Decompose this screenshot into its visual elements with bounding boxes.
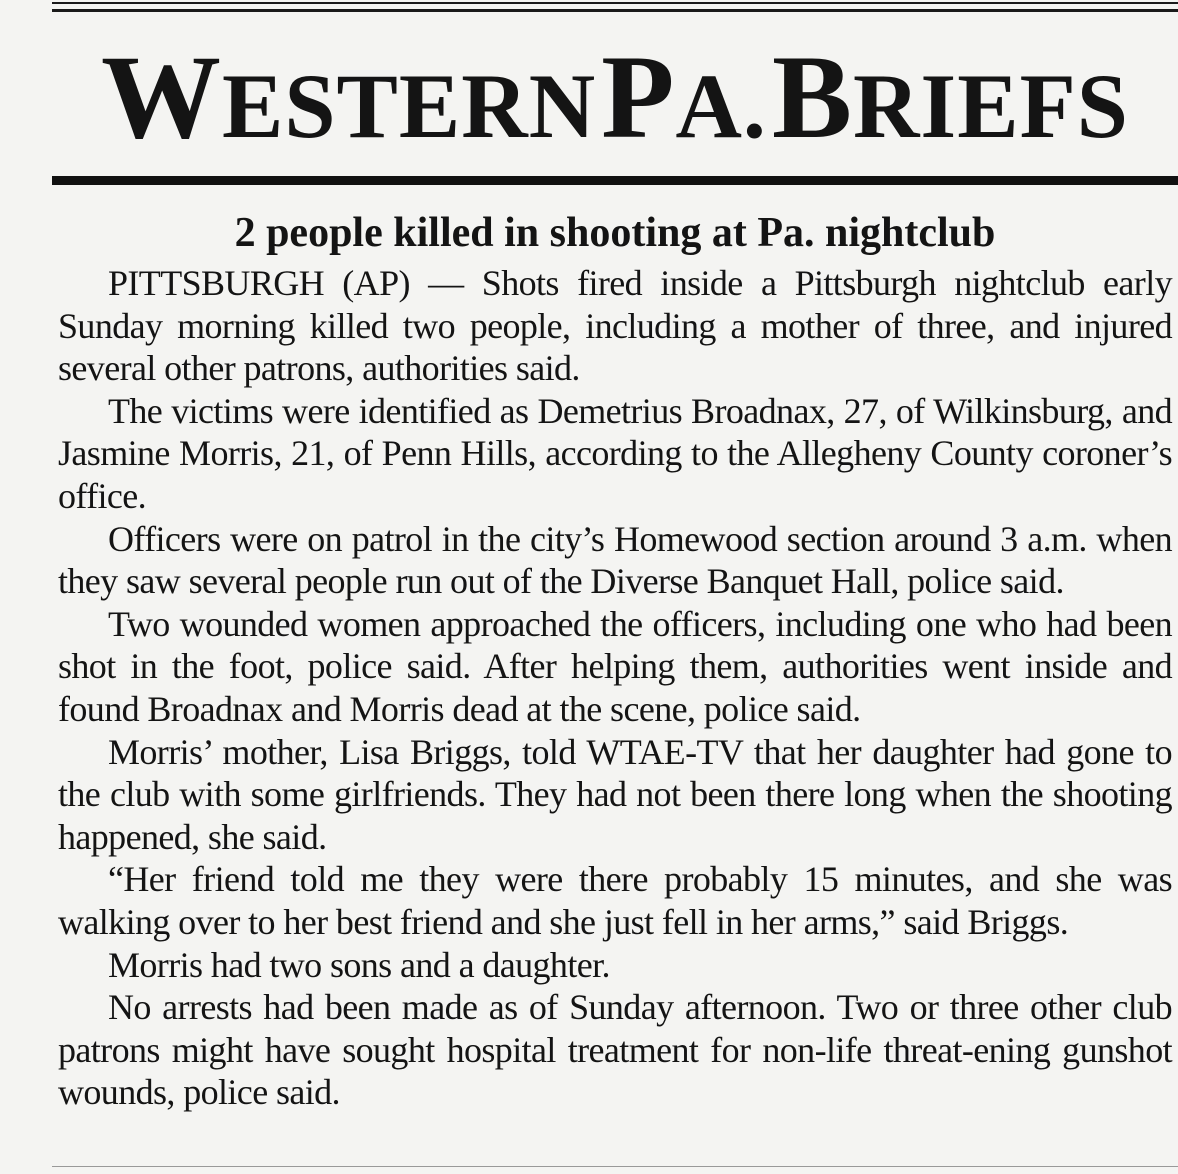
article-paragraph: “Her friend told me they were there probably 15 minutes, and she was walking over to her best friend and she just fell in her arms,” said Briggs.: [58, 859, 1172, 942]
section-title-word: BRIEFS: [771, 30, 1129, 163]
article-paragraph: Officers were on patrol in the city’s Homewood section around 3 a.m. when they saw several people run out of the Diverse Banquet Hall, police said.: [58, 518, 1172, 602]
section-title-word: PA.: [601, 30, 767, 163]
article-paragraph: Two wounded women approached the officers, including one who had been shot in the foot, police said. After helping them, authorities went inside and found Broadnax and Morris dead at the scene, police said.: [58, 603, 1172, 729]
article-paragraph: Morris’ mother, Lisa Briggs, told WTAE-TV that her daughter had gone to the club with some girlfriends. They had not been there long when the shooting happened, she said.: [58, 731, 1172, 857]
article-paragraph: No arrests had been made as of Sunday afternoon. Two or three other club patrons might have sought hospital treatment for non-life threat-ening gunshot wounds, police said.: [58, 987, 1172, 1113]
article-paragraph: PITTSBURGH (AP) — Shots fired inside a Pittsburgh nightclub early Sunday morning killed two people, including a mother of three, and injured several other patrons, authorities said.: [58, 263, 1172, 389]
top-rule-double: [52, 9, 1178, 12]
bottom-edge: [52, 1166, 1178, 1167]
article-headline: 2 people killed in shooting at Pa. nightclub: [234, 210, 996, 256]
section-title: [52, 22, 1178, 172]
section-title-word: WESTERN: [101, 30, 597, 163]
article-body: [58, 262, 1172, 1114]
top-rule: [52, 2, 1178, 4]
section-divider: [52, 176, 1178, 185]
article-paragraph: The victims were identified as Demetrius Broadnax, 27, of Wilkinsburg, and Jasmine Morris, 21, of Penn Hills, according to the Allegheny County coroner’s office.: [58, 390, 1172, 516]
article-paragraph: Morris had two sons and a daughter.: [108, 944, 610, 985]
